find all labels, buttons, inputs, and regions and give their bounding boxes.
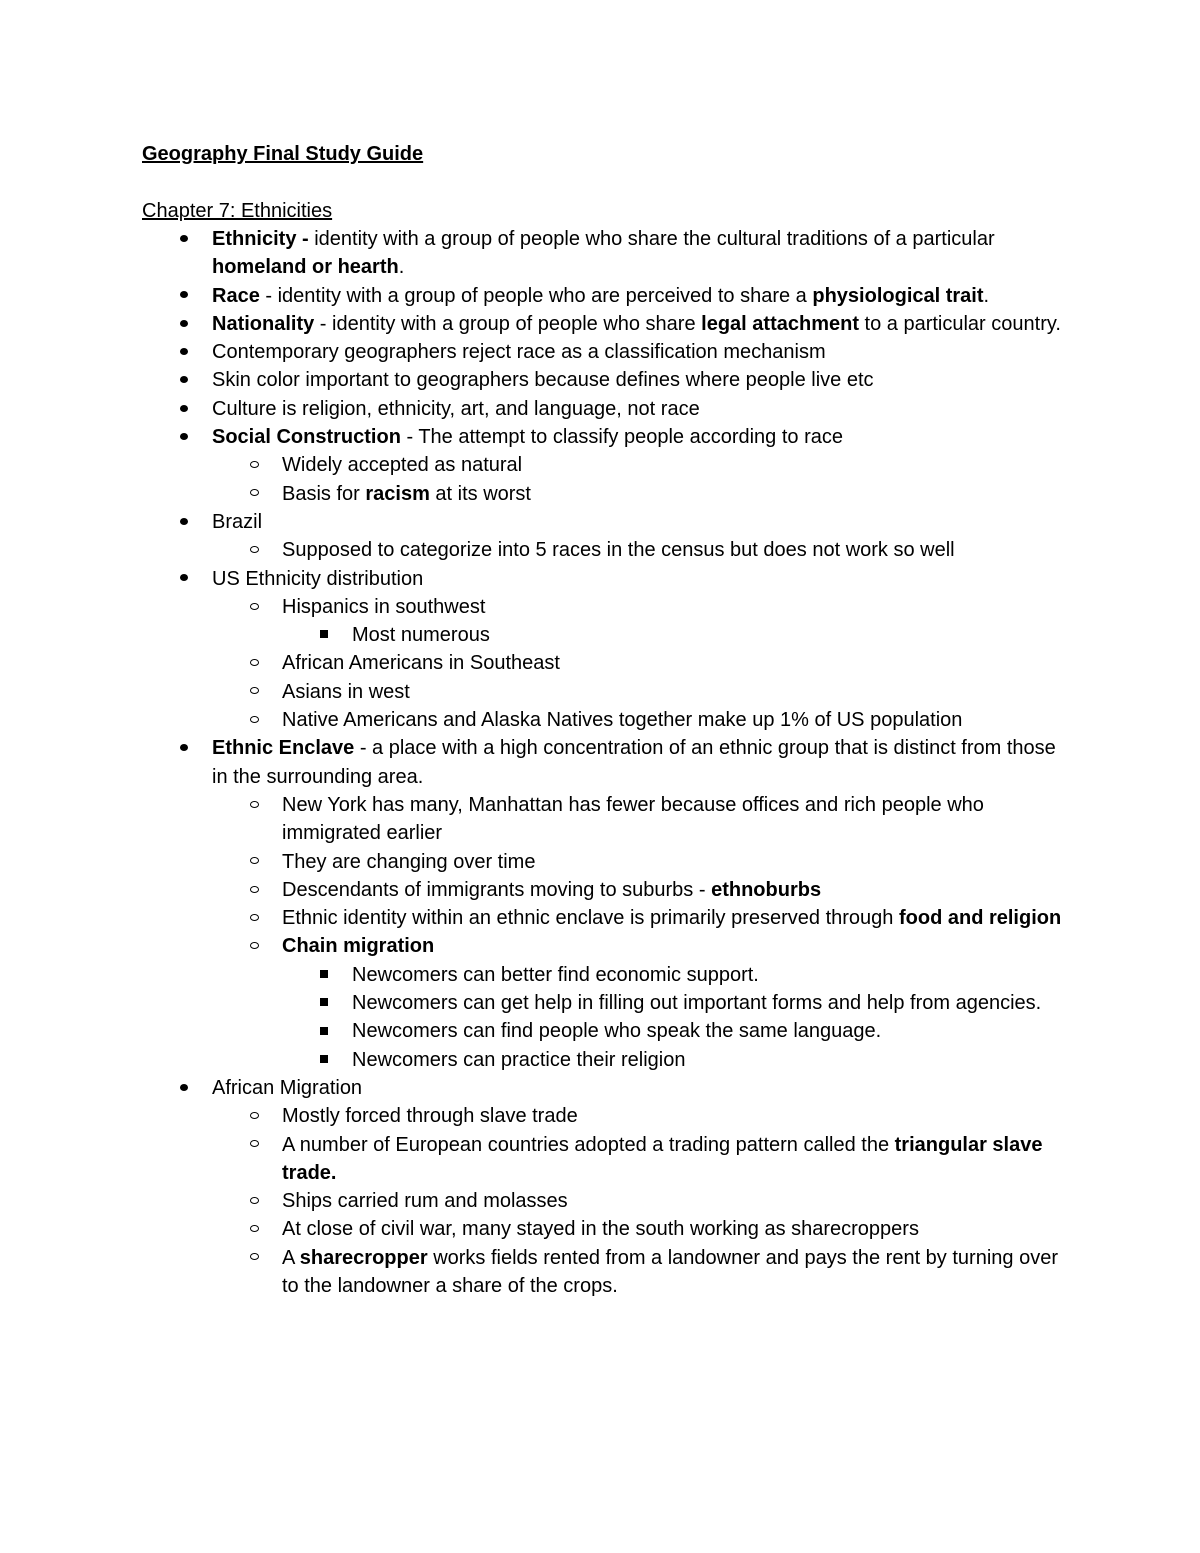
bullet-disc-icon <box>180 376 188 383</box>
keyword-bold: triangular slave trade. <box>282 1133 1043 1184</box>
keyword-bold: legal attachment <box>701 312 859 335</box>
item-text: A number of European countries adopted a trading pattern called the <box>282 1133 895 1156</box>
term-bold: Ethnic Enclave <box>212 737 355 760</box>
item-text: New York has many, Manhattan has fewer because offices and rich people who immigrated earlier <box>282 793 984 845</box>
bullet-circle-icon <box>250 461 259 468</box>
list-item <box>142 678 1072 706</box>
term-bold: Social Construction <box>212 426 401 449</box>
item-text: Most numerous <box>352 624 490 647</box>
list-item <box>142 282 1072 310</box>
bullet-disc-icon <box>180 235 188 242</box>
list-item <box>142 621 1072 649</box>
item-text: Newcomers can find people who speak the same language. <box>352 1020 882 1043</box>
term-bold: Chain migration <box>282 935 435 958</box>
bullet-disc-icon <box>180 405 188 412</box>
list-item <box>142 734 1072 791</box>
item-text: Hispanics in southwest <box>282 595 486 618</box>
list-item <box>142 1131 1072 1188</box>
item-text: Supposed to categorize into 5 races in the census but does not work so well <box>282 539 955 562</box>
bullet-disc-icon <box>180 348 188 355</box>
item-text: Ships carried rum and molasses <box>282 1190 568 1213</box>
list-item <box>142 1244 1072 1301</box>
chapter-heading: Chapter 7: Ethnicities <box>142 200 333 222</box>
bullet-circle-icon <box>250 716 259 723</box>
item-text: US Ethnicity distribution <box>212 567 424 590</box>
item-text: Ethnic identity within an ethnic enclave is primarily preserved through <box>282 907 899 930</box>
bullet-circle-icon <box>250 1197 259 1204</box>
bullet-circle-icon <box>250 546 259 553</box>
item-text: Descendants of immigrants moving to suburbs - <box>282 878 712 901</box>
keyword-bold: homeland or hearth <box>212 256 399 279</box>
definition-text: - The attempt to classify people according to race <box>400 426 843 449</box>
term-bold: Nationality <box>212 312 315 335</box>
list-item <box>142 932 1072 960</box>
bullet-square-icon <box>320 1055 328 1063</box>
bullet-circle-icon <box>250 687 259 694</box>
document-title: Geography Final Study Guide <box>142 143 424 165</box>
list-item <box>142 706 1072 734</box>
bullet-circle-icon <box>250 1225 259 1232</box>
list-item <box>142 876 1072 904</box>
list-item <box>142 366 1072 394</box>
list-item <box>142 536 1072 564</box>
list-item <box>142 848 1072 876</box>
item-text: Newcomers can get help in filling out important forms and help from agencies. <box>352 992 1042 1015</box>
list-item <box>142 961 1072 989</box>
bullet-circle-icon <box>250 857 259 864</box>
item-text: works fields rented from a landowner and pays the rent by turning over to the landowner a share of the crops. <box>282 1246 1058 1297</box>
bullet-disc-icon <box>180 320 188 327</box>
item-text: They are changing over time <box>282 850 536 873</box>
bullet-circle-icon <box>250 801 259 808</box>
item-text: African Migration <box>212 1076 363 1099</box>
bullet-square-icon <box>320 1027 328 1035</box>
list-item <box>142 1102 1072 1130</box>
list-item <box>142 508 1072 536</box>
definition-end: . <box>983 284 990 307</box>
list-item <box>142 395 1072 423</box>
list-item <box>142 1074 1072 1102</box>
list-item <box>142 1017 1072 1045</box>
list-item <box>142 904 1072 932</box>
bullet-circle-icon <box>250 1253 259 1260</box>
bullet-circle-icon <box>250 489 259 496</box>
bullet-disc-icon <box>180 433 188 440</box>
list-item <box>142 1215 1072 1243</box>
definition-end: to a particular country. <box>858 312 1061 335</box>
item-text: Native Americans and Alaska Natives together make up 1% of US population <box>282 709 963 732</box>
list-item <box>142 451 1072 479</box>
list-item <box>142 1187 1072 1215</box>
bullet-circle-icon <box>250 603 259 610</box>
list-item <box>142 791 1072 848</box>
bullet-disc-icon <box>180 574 188 581</box>
item-text: Brazil <box>212 510 263 533</box>
list-item <box>142 1046 1072 1074</box>
term-bold: Ethnicity - <box>212 228 309 250</box>
item-text: Newcomers can practice their religion <box>352 1048 686 1071</box>
bullet-circle-icon <box>250 1140 259 1147</box>
bullet-circle-icon <box>250 1112 259 1119</box>
keyword-bold: sharecropper <box>299 1246 428 1269</box>
bullet-circle-icon <box>250 886 259 893</box>
bullet-disc-icon <box>180 1084 188 1091</box>
item-text: at its worst <box>429 482 531 505</box>
list-item <box>142 480 1072 508</box>
bullet-square-icon <box>320 998 328 1006</box>
bullet-square-icon <box>320 630 328 638</box>
term-bold: Race <box>212 284 260 307</box>
item-text: At close of civil war, many stayed in the south working as sharecroppers <box>282 1218 919 1241</box>
document-page <box>142 140 1072 1300</box>
keyword-bold: ethnoburbs <box>711 878 822 901</box>
item-text: A <box>282 1246 300 1269</box>
definition-text: - a place with a high concentration of an ethnic group that is distinct from those in the surrounding area. <box>212 737 1056 788</box>
list-item <box>142 989 1072 1017</box>
list-item <box>142 310 1072 338</box>
item-text: Mostly forced through slave trade <box>282 1105 578 1128</box>
list-item <box>142 225 1072 282</box>
list-item <box>142 338 1072 366</box>
keyword-bold: racism <box>365 482 430 505</box>
definition-text: - identity with a group of people who are perceived to share a <box>259 284 813 307</box>
keyword-bold: food and religion <box>898 907 1062 930</box>
item-text: African Americans in Southeast <box>282 652 560 675</box>
item-text: Contemporary geographers reject race as a classification mechanism <box>212 341 826 364</box>
definition-text: identity with a group of people who share the cultural traditions of a particular <box>308 228 995 250</box>
list-item <box>142 423 1072 451</box>
bullet-circle-icon <box>250 914 259 921</box>
item-text: Widely accepted as natural <box>282 454 523 477</box>
definition-end: . <box>398 256 405 279</box>
item-text: Basis for <box>282 482 366 505</box>
item-text: Asians in west <box>282 680 410 703</box>
item-text: Culture is religion, ethnicity, art, and language, not race <box>212 397 700 420</box>
bullet-list <box>142 225 1072 1300</box>
list-item <box>142 565 1072 593</box>
keyword-bold: physiological trait <box>812 284 984 307</box>
bullet-disc-icon <box>180 291 188 298</box>
definition-text: - identity with a group of people who share <box>314 312 702 335</box>
item-text: Skin color important to geographers because defines where people live etc <box>212 369 874 392</box>
bullet-square-icon <box>320 970 328 978</box>
list-item <box>142 593 1072 621</box>
bullet-circle-icon <box>250 659 259 666</box>
list-item <box>142 649 1072 677</box>
item-text: Newcomers can better find economic support. <box>352 963 759 986</box>
bullet-circle-icon <box>250 942 259 949</box>
bullet-disc-icon <box>180 518 188 525</box>
bullet-disc-icon <box>180 744 188 751</box>
